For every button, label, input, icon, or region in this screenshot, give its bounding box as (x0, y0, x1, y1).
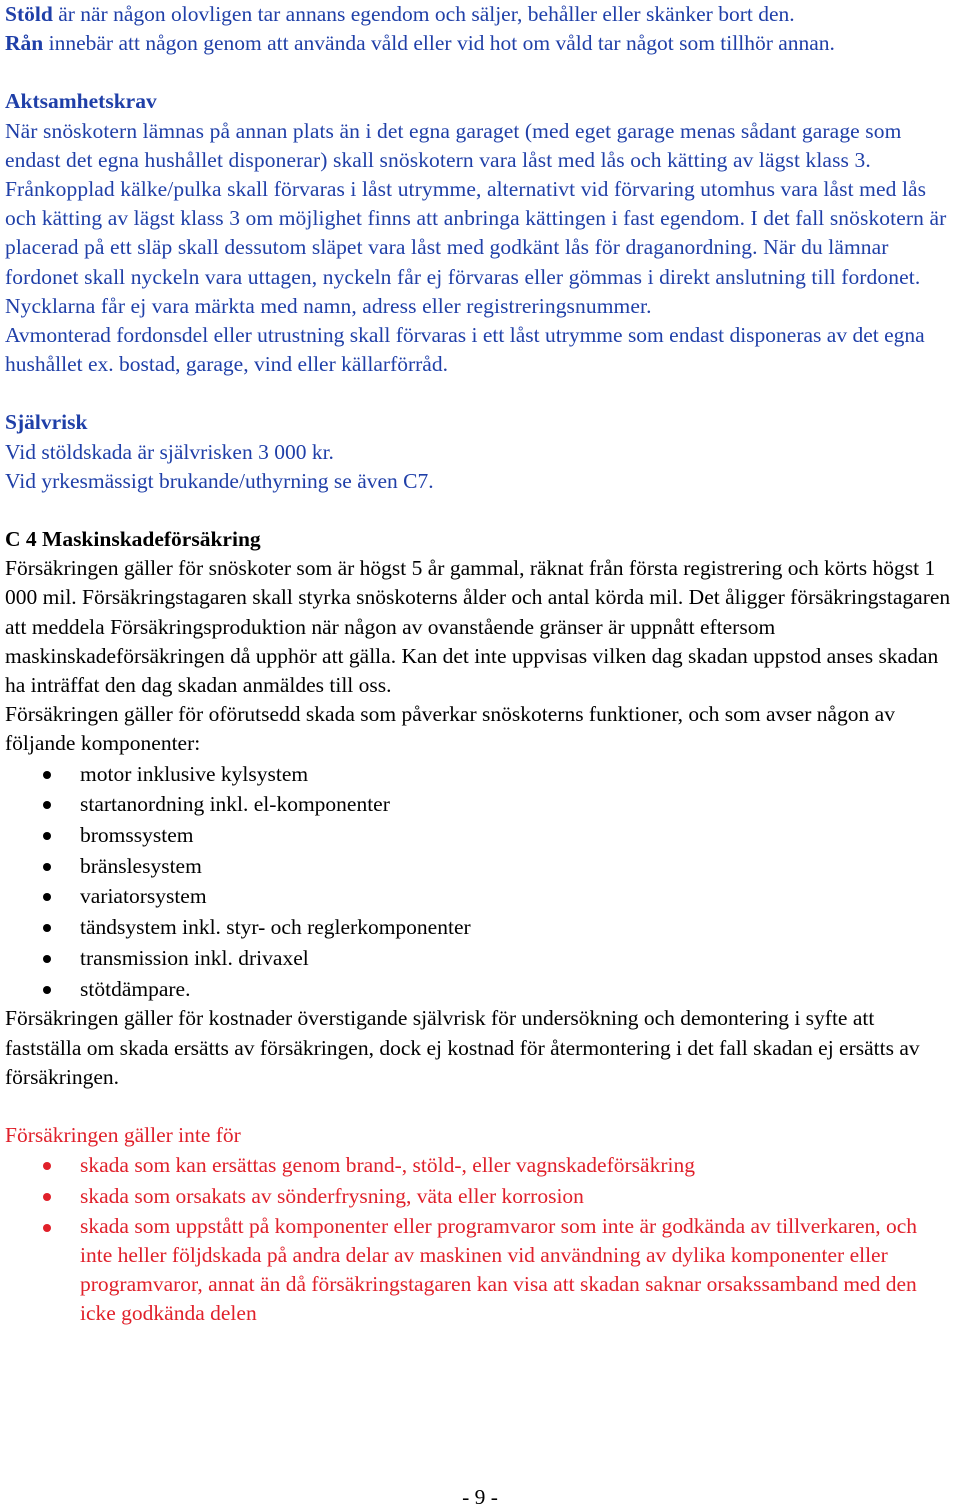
ran-term: Rån (5, 31, 44, 56)
c4-paragraph-1: Försäkringen gäller för snöskoter som är högst 5 år gammal, räknat från första registrering och körts högst 1 000 mil. Försäkringstagaren skall styrka snöskoterns ålder och antal körda mil. Det åligger försäkringstagaren att meddela Försäkringsproduktion när någon av ovanstående gränser är uppnått eftersom maskinskadeförsäkringen då upphör att gälla. Kan det inte uppvisas vilken dag skadan uppstod anses skadan ha inträffat den dag skadan anmäldes till oss. (5, 556, 951, 698)
component-text: tändsystem inkl. styr- och reglerkomponenter (80, 915, 471, 940)
c4-paragraph-2: Försäkringen gäller för oförutsedd skada som påverkar snöskoterns funktioner, och som avser någon av följande komponenter: (5, 702, 895, 756)
stold-text: är när någon olovligen tar annans egendom och säljer, behåller eller skänker bort den. (52, 2, 795, 26)
bullet-icon (43, 771, 51, 779)
bullet-icon (43, 986, 51, 994)
component-text: startanordning inkl. el-komponenter (80, 792, 390, 817)
component-text: stötdämpare. (80, 976, 191, 1001)
sjalvrisk-heading: Självrisk (5, 410, 88, 435)
component-text: motor inklusive kylsystem (80, 761, 309, 786)
bullet-icon (43, 1224, 51, 1232)
sjalvrisk-line-1: Vid stöldskada är självrisken 3 000 kr. (5, 439, 334, 464)
list-item (5, 881, 953, 912)
exclusion-text: skada som kan ersättas genom brand-, stöld-, eller vagnskadeförsäkring (80, 1153, 695, 1178)
list-item (5, 943, 953, 974)
ran-text: innebär att någon genom att använda våld eller vid hot om våld tar något som tillhör annan. (43, 31, 835, 56)
ran-definition (5, 29, 953, 58)
document-page (5, 0, 953, 1328)
page-number: - 9 - (462, 1485, 498, 1509)
stold-definition (5, 0, 953, 29)
list-item (5, 851, 953, 882)
list-item (5, 974, 953, 1005)
stold-term: Stöld (5, 2, 53, 26)
component-text: variatorsystem (80, 884, 207, 909)
list-item (5, 1212, 953, 1329)
bullet-icon (43, 893, 51, 901)
component-text: bromssystem (80, 823, 194, 848)
bullet-icon (43, 1193, 51, 1201)
list-item (5, 759, 953, 790)
exclusions-list (5, 1150, 953, 1328)
c4-heading: C 4 Maskinskadeförsäkring (5, 527, 261, 552)
bullet-icon (43, 924, 51, 932)
exclusions-heading: Försäkringen gäller inte för (5, 1122, 241, 1147)
bullet-icon (43, 1162, 51, 1170)
bullet-icon (43, 801, 51, 809)
aktsamhet-text: När snöskotern lämnas på annan plats än i det egna garaget (med eget garage menas sådant garage som endast det egna hushållet disponerar) skall snöskotern vara låst med lås och kätting av lägst klass 3. Frånkopplad kälke/pulka skall förvaras i låst utrymme, alternativt vid förvaring utomhus vara låst med lås och kätting av lägst klass 3 om möjlighet finns att anbringa kättingen i fast egendom. I det fall snöskotern är placerad på ett släp skall dessutom släpet vara låst med godkänt lås för draganordning. När du lämnar fordonet skall nyckeln vara uttagen, nyckeln får ej förvaras eller gömmas i direkt anslutning till fordonet. Nycklarna får ej vara märkta med namn, adress eller registreringsnummer. (5, 118, 947, 318)
list-item (5, 1150, 953, 1181)
list-item (5, 820, 953, 851)
list-item (5, 912, 953, 943)
exclusion-text: skada som orsakats av sönderfrysning, väta eller korrosion (80, 1183, 584, 1208)
aktsamhet-text-2: Avmonterad fordonsdel eller utrustning skall förvaras i ett låst utrymme som endast disponeras av det egna hushållet ex. bostad, garage, vind eller källarförråd. (5, 323, 925, 377)
component-text: bränslesystem (80, 853, 202, 878)
bullet-icon (43, 832, 51, 840)
bullet-icon (43, 955, 51, 963)
exclusion-text: skada som uppstått på komponenter eller programvaror som inte är godkända av tillverkaren, och inte heller följdskada på andra delar av maskinen vid användning av dylika komponenter eller programvaror, annat än då försäkringstagaren kan visa att skadan saknar orsakssamband med den icke godkända delen (80, 1213, 918, 1326)
list-item (5, 1181, 953, 1212)
components-list (5, 759, 953, 1005)
list-item (5, 789, 953, 820)
component-text: transmission inkl. drivaxel (80, 945, 309, 970)
aktsamhet-heading: Aktsamhetskrav (5, 89, 157, 114)
bullet-icon (43, 863, 51, 871)
sjalvrisk-line-2: Vid yrkesmässigt brukande/uthyrning se även C7. (5, 468, 434, 493)
c4-paragraph-3: Försäkringen gäller för kostnader överstigande självrisk för undersökning och demontering i syfte att fastställa om skada ersätts av försäkringen, dock ej kostnad för återmontering i det fall skadan ej ersätts av försäkringen. (5, 1006, 920, 1089)
